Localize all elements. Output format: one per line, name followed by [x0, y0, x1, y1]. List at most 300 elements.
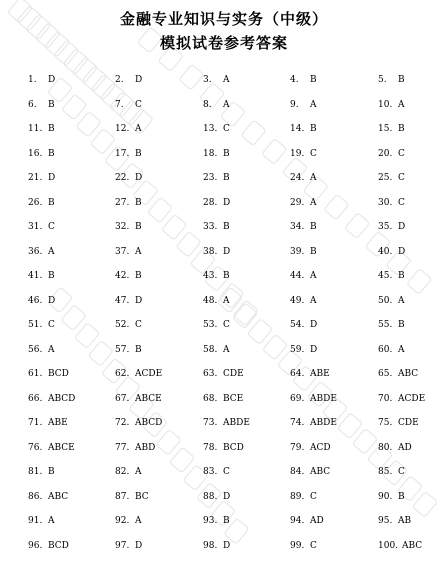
question-number: 95.: [378, 516, 398, 526]
question-number: 9.: [290, 100, 310, 110]
answer-choice: A: [48, 247, 55, 257]
answer-row: [0, 222, 448, 247]
question-number: 62.: [115, 369, 135, 379]
answer-choice: B: [48, 149, 55, 159]
answer-item: [290, 492, 317, 502]
answer-choice: D: [223, 541, 230, 551]
answer-item: [290, 467, 330, 477]
answer-choice: C: [48, 222, 55, 232]
answer-item: [378, 516, 411, 526]
answer-item: [28, 320, 55, 330]
question-number: 79.: [290, 443, 310, 453]
question-number: 38.: [203, 247, 223, 257]
question-number: 26.: [28, 198, 48, 208]
answer-item: [378, 320, 405, 330]
answer-choice: ABE: [310, 369, 330, 379]
question-number: 11.: [28, 124, 48, 134]
question-number: 67.: [115, 394, 135, 404]
question-number: 81.: [28, 467, 48, 477]
question-number: 86.: [28, 492, 48, 502]
answer-item: [203, 173, 230, 183]
question-number: 89.: [290, 492, 310, 502]
answer-row: [0, 75, 448, 100]
answer-choice: B: [310, 222, 317, 232]
answer-row: [0, 320, 448, 345]
answer-choice: B: [398, 75, 405, 85]
answer-choice: C: [398, 149, 405, 159]
answer-item: [203, 75, 230, 85]
document-title: 金融专业知识与实务（中级）: [0, 8, 448, 29]
answer-item: [290, 124, 317, 134]
answer-choice: A: [135, 124, 142, 134]
answer-choice: BCD: [48, 541, 69, 551]
answer-item: [203, 124, 230, 134]
answer-row: [0, 541, 448, 565]
answer-choice: A: [398, 345, 405, 355]
answer-choice: D: [135, 173, 142, 183]
answer-choice: B: [398, 492, 405, 502]
answer-choice: A: [223, 75, 230, 85]
answer-item: [203, 271, 230, 281]
answer-choice: A: [223, 345, 230, 355]
answer-choice: D: [135, 296, 142, 306]
question-number: 13.: [203, 124, 223, 134]
answer-choice: C: [310, 492, 317, 502]
answer-item: [290, 541, 317, 551]
question-number: 42.: [115, 271, 135, 281]
answer-item: [28, 394, 75, 404]
answer-item: [290, 198, 317, 208]
question-number: 24.: [290, 173, 310, 183]
answer-choice: ABDE: [223, 418, 250, 428]
question-number: 75.: [378, 418, 398, 428]
answer-choice: D: [48, 173, 55, 183]
answer-item: [378, 271, 405, 281]
answer-item: [115, 75, 142, 85]
answer-item: [28, 345, 55, 355]
question-number: 19.: [290, 149, 310, 159]
question-number: 76.: [28, 443, 48, 453]
question-number: 97.: [115, 541, 135, 551]
question-number: 74.: [290, 418, 310, 428]
answer-item: [290, 418, 337, 428]
answer-choice: B: [223, 149, 230, 159]
question-number: 91.: [28, 516, 48, 526]
answer-choice: ACDE: [135, 369, 162, 379]
answer-choice: CDE: [223, 369, 244, 379]
question-number: 29.: [290, 198, 310, 208]
answer-item: [28, 75, 55, 85]
question-number: 48.: [203, 296, 223, 306]
answer-choice: ABCD: [48, 394, 75, 404]
answer-item: [290, 75, 317, 85]
answer-choice: A: [310, 296, 317, 306]
answer-item: [28, 222, 55, 232]
answer-item: [203, 320, 230, 330]
answer-choice: C: [223, 320, 230, 330]
question-number: 47.: [115, 296, 135, 306]
answer-choice: ABC: [402, 541, 422, 551]
answer-choice: D: [310, 320, 317, 330]
answer-choice: C: [398, 198, 405, 208]
answer-item: [290, 443, 331, 453]
answer-choice: B: [223, 271, 230, 281]
question-number: 93.: [203, 516, 223, 526]
answer-row: [0, 271, 448, 296]
question-number: 34.: [290, 222, 310, 232]
answer-item: [378, 296, 405, 306]
question-number: 55.: [378, 320, 398, 330]
answer-choice: B: [398, 271, 405, 281]
answer-item: [115, 492, 149, 502]
question-number: 83.: [203, 467, 223, 477]
answer-choice: A: [135, 516, 142, 526]
question-number: 1.: [28, 75, 48, 85]
answer-choice: CDE: [398, 418, 419, 428]
answer-choice: B: [223, 516, 230, 526]
answer-choice: D: [398, 222, 405, 232]
answer-choice: D: [223, 247, 230, 257]
answer-choice: D: [135, 541, 142, 551]
answer-item: [290, 320, 317, 330]
answer-item: [378, 198, 405, 208]
answer-item: [28, 541, 69, 551]
answer-choice: C: [135, 100, 142, 110]
answer-item: [378, 418, 419, 428]
answer-item: [115, 124, 142, 134]
question-number: 54.: [290, 320, 310, 330]
answer-item: [290, 369, 330, 379]
answer-item: [28, 516, 55, 526]
answer-item: [28, 467, 55, 477]
answer-choice: ABCE: [135, 394, 162, 404]
answer-choice: B: [48, 467, 55, 477]
answer-choice: B: [310, 124, 317, 134]
question-number: 37.: [115, 247, 135, 257]
question-number: 27.: [115, 198, 135, 208]
answer-choice: C: [310, 541, 317, 551]
answer-choice: B: [135, 149, 142, 159]
answer-item: [115, 443, 155, 453]
answer-row: [0, 100, 448, 125]
answer-choice: ABCE: [48, 443, 75, 453]
question-number: 80.: [378, 443, 398, 453]
answer-item: [115, 100, 142, 110]
question-number: 8.: [203, 100, 223, 110]
answer-choice: AD: [310, 516, 324, 526]
answer-choice: ABD: [135, 443, 155, 453]
answer-row: [0, 394, 448, 419]
question-number: 16.: [28, 149, 48, 159]
answer-row: [0, 247, 448, 272]
answer-choice: BCD: [48, 369, 69, 379]
question-number: 90.: [378, 492, 398, 502]
answer-choice: B: [310, 75, 317, 85]
question-number: 82.: [115, 467, 135, 477]
question-number: 98.: [203, 541, 223, 551]
answer-choice: ACDE: [398, 394, 425, 404]
answer-item: [115, 149, 142, 159]
answer-choice: ABCD: [135, 418, 162, 428]
question-number: 78.: [203, 443, 223, 453]
question-number: 40.: [378, 247, 398, 257]
question-number: 32.: [115, 222, 135, 232]
answer-choice: C: [223, 124, 230, 134]
answer-choice: D: [223, 492, 230, 502]
question-number: 28.: [203, 198, 223, 208]
question-number: 45.: [378, 271, 398, 281]
answer-choice: C: [398, 467, 405, 477]
question-number: 87.: [115, 492, 135, 502]
answer-choice: B: [135, 198, 142, 208]
question-number: 68.: [203, 394, 223, 404]
question-number: 44.: [290, 271, 310, 281]
answer-item: [203, 149, 230, 159]
document-subtitle: 模拟试卷参考答案: [0, 32, 448, 53]
answer-item: [28, 271, 55, 281]
answer-item: [115, 222, 142, 232]
question-number: 17.: [115, 149, 135, 159]
answer-choice: BC: [135, 492, 149, 502]
question-number: 18.: [203, 149, 223, 159]
question-number: 36.: [28, 247, 48, 257]
answer-item: [290, 296, 317, 306]
question-number: 21.: [28, 173, 48, 183]
answer-item: [115, 198, 142, 208]
question-number: 66.: [28, 394, 48, 404]
answer-choice: D: [223, 198, 230, 208]
answer-choice: AB: [398, 516, 411, 526]
answer-item: [378, 394, 425, 404]
answer-choice: A: [223, 100, 230, 110]
answer-item: [115, 345, 142, 355]
answer-row: [0, 173, 448, 198]
answer-choice: A: [135, 247, 142, 257]
answer-item: [115, 369, 162, 379]
answer-item: [290, 100, 317, 110]
answer-item: [290, 149, 317, 159]
question-number: 60.: [378, 345, 398, 355]
answer-item: [203, 467, 230, 477]
answer-choice: D: [398, 247, 405, 257]
answer-choice: ABC: [48, 492, 68, 502]
answer-item: [28, 296, 55, 306]
answer-choice: A: [223, 296, 230, 306]
answer-item: [115, 541, 142, 551]
answer-choice: B: [135, 345, 142, 355]
answer-item: [203, 345, 230, 355]
answer-item: [378, 443, 412, 453]
question-number: 7.: [115, 100, 135, 110]
question-number: 49.: [290, 296, 310, 306]
answer-choice: ABC: [310, 467, 330, 477]
question-number: 4.: [290, 75, 310, 85]
question-number: 22.: [115, 173, 135, 183]
answer-choice: BCE: [223, 394, 243, 404]
answer-choice: A: [398, 100, 405, 110]
question-number: 2.: [115, 75, 135, 85]
answer-item: [28, 198, 55, 208]
question-number: 73.: [203, 418, 223, 428]
answer-item: [378, 345, 405, 355]
question-number: 6.: [28, 100, 48, 110]
answer-item: [290, 222, 317, 232]
answer-item: [378, 75, 405, 85]
answer-choice: B: [223, 222, 230, 232]
answer-row: [0, 124, 448, 149]
question-number: 99.: [290, 541, 310, 551]
question-number: 65.: [378, 369, 398, 379]
answer-choice: BCD: [223, 443, 244, 453]
answer-choice: ABDE: [310, 394, 337, 404]
answer-item: [28, 418, 68, 428]
question-number: 20.: [378, 149, 398, 159]
answer-choice: B: [135, 222, 142, 232]
question-number: 35.: [378, 222, 398, 232]
answer-choice: B: [398, 320, 405, 330]
answer-item: [378, 492, 405, 502]
answer-choice: ABDE: [310, 418, 337, 428]
answer-item: [203, 222, 230, 232]
answer-choice: ACD: [310, 443, 331, 453]
question-number: 61.: [28, 369, 48, 379]
answer-item: [28, 100, 55, 110]
answer-row: [0, 369, 448, 394]
answer-item: [290, 516, 324, 526]
answer-item: [378, 541, 422, 551]
answer-item: [290, 271, 317, 281]
question-number: 33.: [203, 222, 223, 232]
answer-choice: B: [310, 247, 317, 257]
answer-item: [378, 124, 405, 134]
question-number: 94.: [290, 516, 310, 526]
answer-item: [115, 173, 142, 183]
answer-row: [0, 149, 448, 174]
answer-item: [378, 222, 405, 232]
answer-item: [378, 173, 405, 183]
question-number: 25.: [378, 173, 398, 183]
question-number: 15.: [378, 124, 398, 134]
answer-item: [203, 247, 230, 257]
answer-row: [0, 492, 448, 517]
answer-item: [290, 173, 317, 183]
answer-item: [203, 541, 230, 551]
answer-choice: B: [223, 173, 230, 183]
answer-choice: B: [48, 271, 55, 281]
answer-item: [203, 418, 250, 428]
answer-item: [28, 443, 75, 453]
answer-choice: ABE: [48, 418, 68, 428]
answer-item: [115, 247, 142, 257]
answer-choice: C: [223, 467, 230, 477]
question-number: 70.: [378, 394, 398, 404]
answer-item: [378, 467, 405, 477]
answer-choice: C: [135, 320, 142, 330]
answer-item: [378, 369, 418, 379]
answer-choice: ABC: [398, 369, 418, 379]
answer-item: [115, 394, 162, 404]
answer-item: [115, 271, 142, 281]
answer-choice: A: [310, 271, 317, 281]
answer-choice: D: [48, 75, 55, 85]
answer-item: [203, 443, 244, 453]
answer-item: [28, 124, 55, 134]
answer-choice: A: [48, 345, 55, 355]
question-number: 23.: [203, 173, 223, 183]
answer-item: [115, 418, 162, 428]
question-number: 72.: [115, 418, 135, 428]
question-number: 63.: [203, 369, 223, 379]
question-number: 58.: [203, 345, 223, 355]
answer-item: [115, 320, 142, 330]
question-number: 30.: [378, 198, 398, 208]
answer-item: [378, 100, 405, 110]
answer-choice: A: [135, 467, 142, 477]
answer-item: [290, 247, 317, 257]
answer-item: [378, 247, 405, 257]
question-number: 85.: [378, 467, 398, 477]
question-number: 69.: [290, 394, 310, 404]
question-number: 52.: [115, 320, 135, 330]
answer-item: [203, 296, 230, 306]
answer-item: [203, 492, 230, 502]
answer-row: [0, 198, 448, 223]
answer-choice: A: [398, 296, 405, 306]
question-number: 92.: [115, 516, 135, 526]
question-number: 71.: [28, 418, 48, 428]
answer-choice: D: [310, 345, 317, 355]
answer-row: [0, 467, 448, 492]
question-number: 10.: [378, 100, 398, 110]
answer-choice: B: [48, 100, 55, 110]
answer-choice: A: [310, 173, 317, 183]
answer-choice: B: [48, 198, 55, 208]
question-number: 59.: [290, 345, 310, 355]
question-number: 51.: [28, 320, 48, 330]
answer-choice: C: [310, 149, 317, 159]
answer-item: [290, 394, 337, 404]
question-number: 5.: [378, 75, 398, 85]
answer-choice: A: [310, 100, 317, 110]
question-number: 56.: [28, 345, 48, 355]
question-number: 100.: [378, 541, 402, 551]
answer-item: [290, 345, 317, 355]
question-number: 96.: [28, 541, 48, 551]
question-number: 53.: [203, 320, 223, 330]
answer-item: [115, 516, 142, 526]
answer-item: [115, 467, 142, 477]
answer-choice: C: [398, 173, 405, 183]
answer-item: [115, 296, 142, 306]
answer-choice: B: [48, 124, 55, 134]
answer-row: [0, 345, 448, 370]
answer-choice: B: [135, 271, 142, 281]
answer-item: [28, 492, 68, 502]
question-number: 39.: [290, 247, 310, 257]
answer-item: [28, 247, 55, 257]
answer-item: [203, 198, 230, 208]
answer-item: [378, 149, 405, 159]
question-number: 43.: [203, 271, 223, 281]
answer-choice: B: [398, 124, 405, 134]
question-number: 88.: [203, 492, 223, 502]
question-number: 12.: [115, 124, 135, 134]
answer-choice: A: [48, 516, 55, 526]
answer-item: [203, 516, 230, 526]
answer-item: [28, 173, 55, 183]
question-number: 46.: [28, 296, 48, 306]
question-number: 31.: [28, 222, 48, 232]
